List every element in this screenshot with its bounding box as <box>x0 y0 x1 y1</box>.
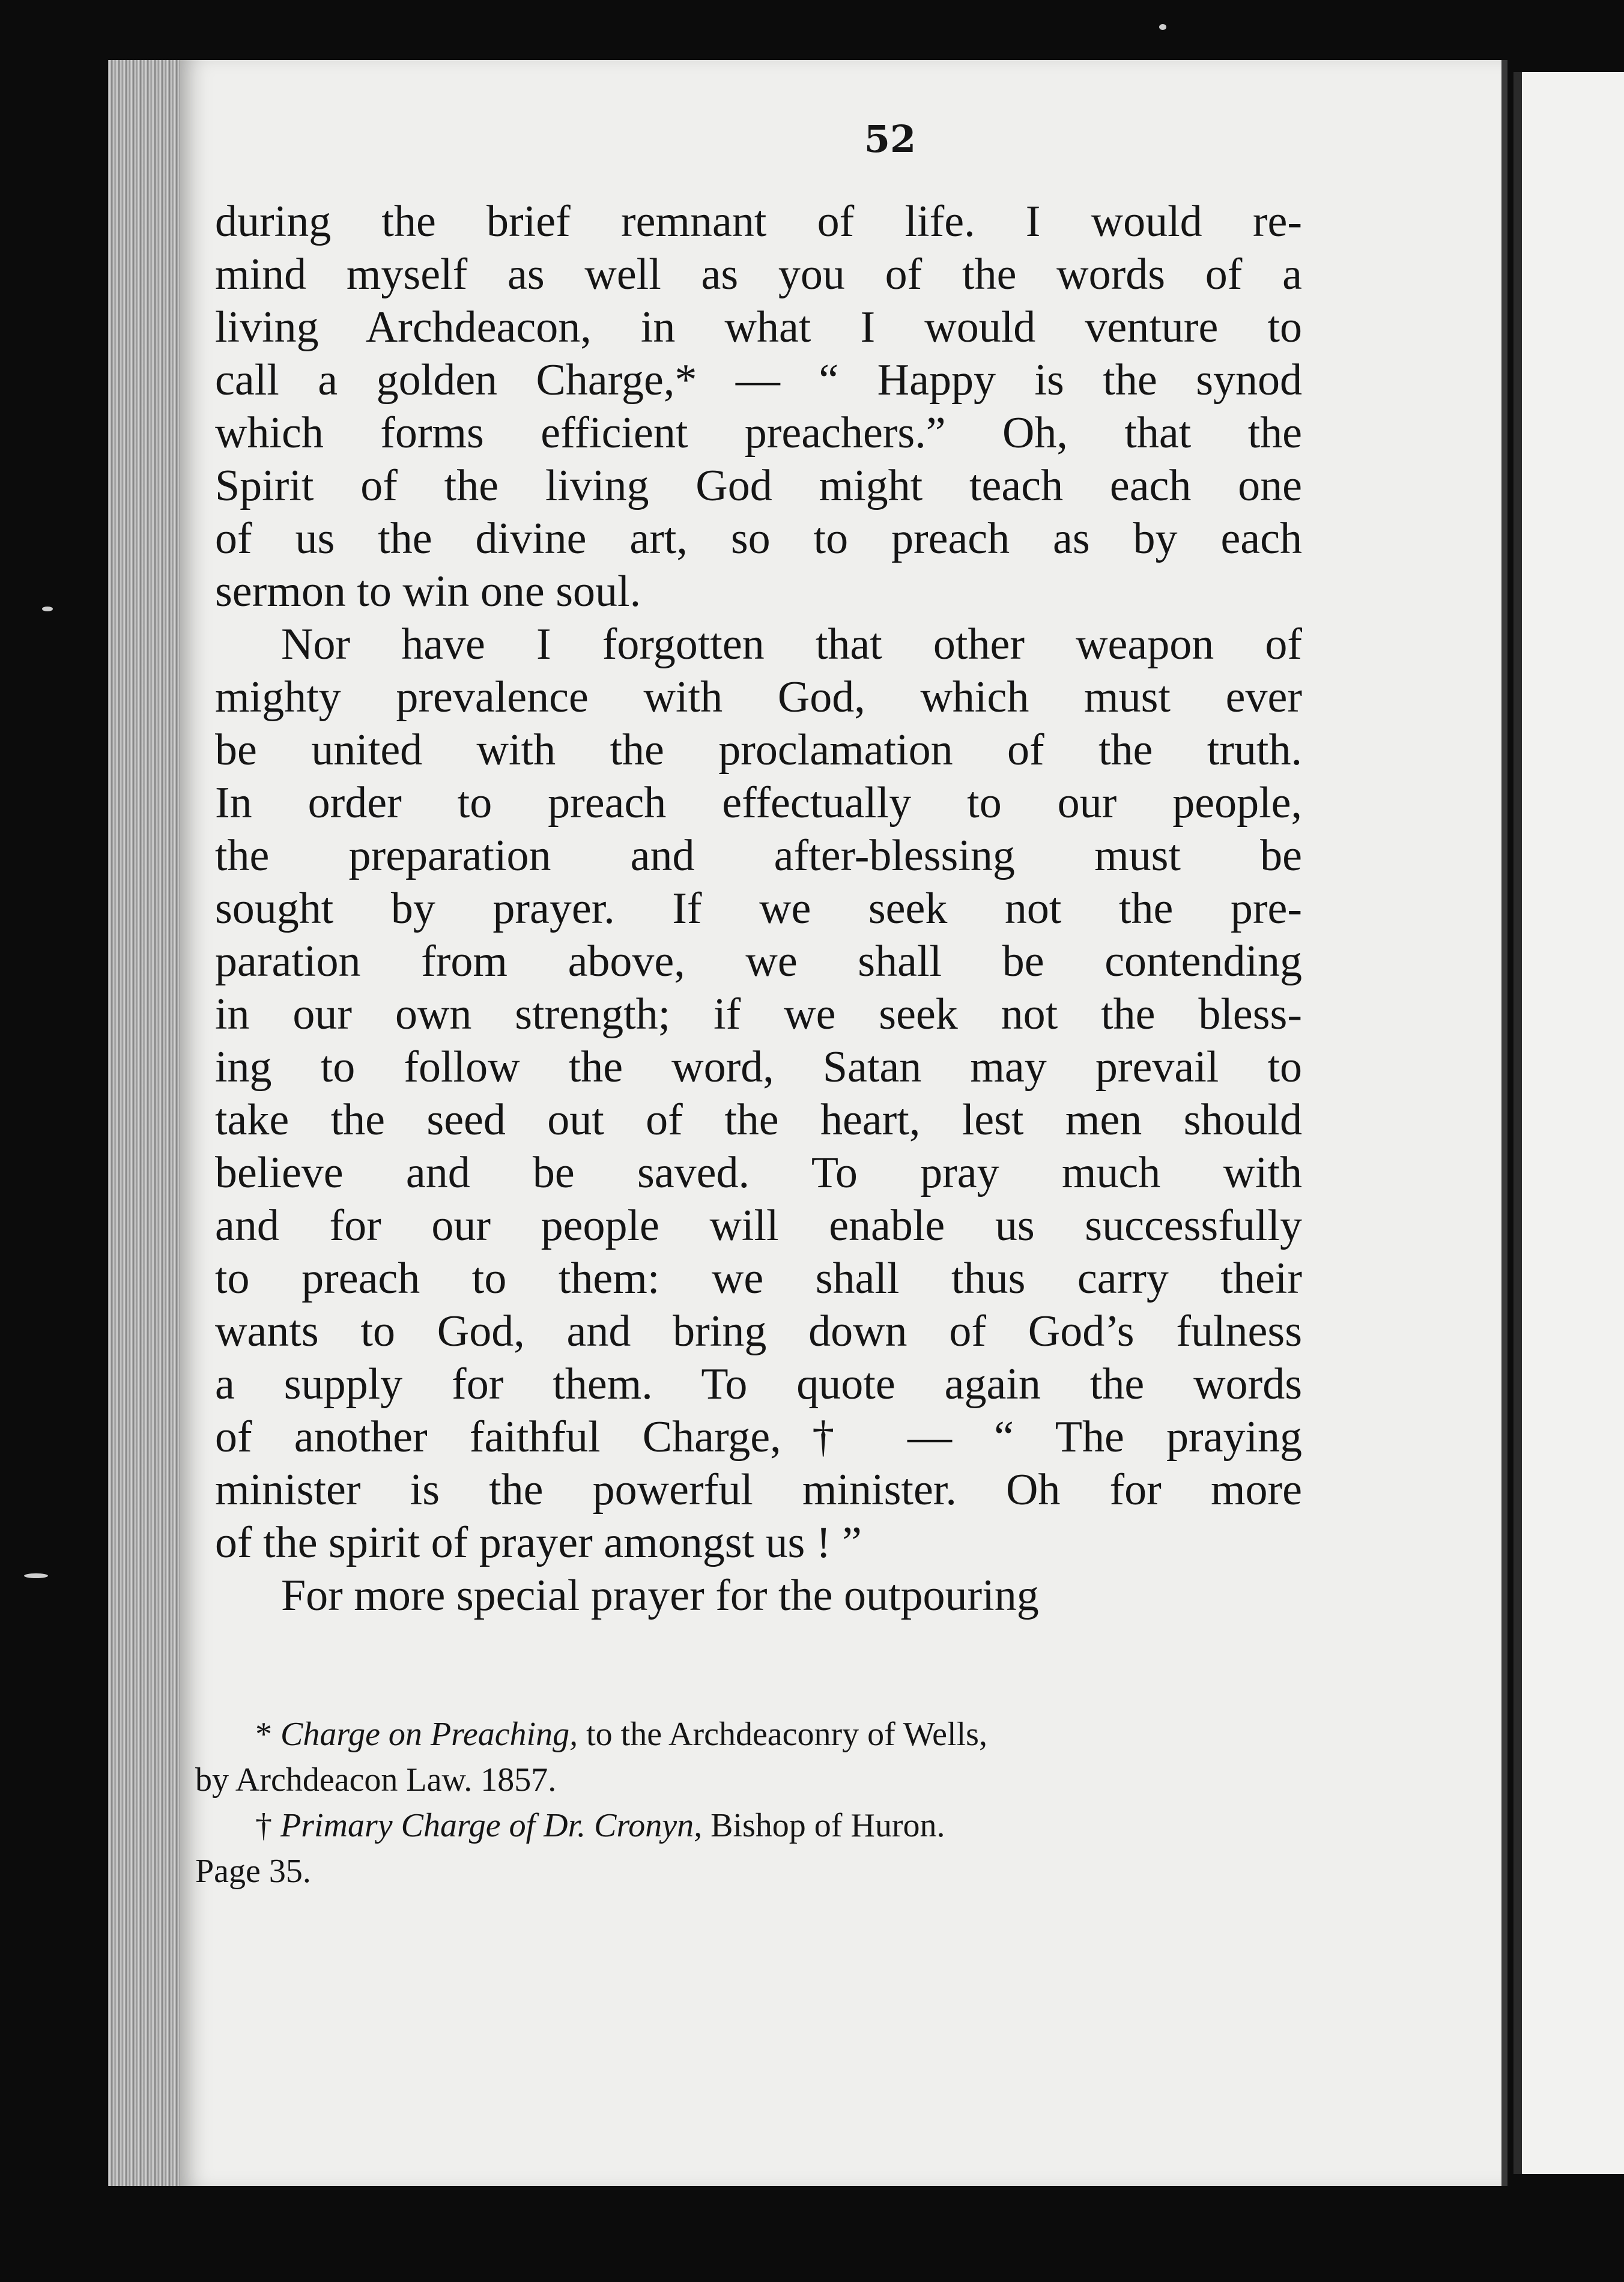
page-number: 52 <box>864 117 917 161</box>
paragraph-2 <box>215 618 1302 1569</box>
text-line: Nor have I forgotten that other weapon of <box>281 620 1302 669</box>
text-line: sermon to win one soul. <box>215 567 641 616</box>
text-line: take the seed out of the heart, lest men should <box>215 1095 1302 1145</box>
facing-page-edge <box>1513 72 1624 2174</box>
text-line: in our own strength; if we seek not the bless- <box>215 990 1302 1039</box>
text-line: during the brief remnant of life. I would re- <box>215 197 1302 246</box>
footnote-mark: * <box>255 1716 280 1753</box>
footnote-line: by Archdeacon Law. 1857. <box>195 1761 557 1799</box>
text-line: of us the divine art, so to preach as by each <box>215 514 1302 563</box>
text-line: sought by prayer. If we seek not the pre- <box>215 884 1302 933</box>
text-line: of the spirit of prayer amongst us ! ” <box>215 1518 862 1567</box>
text-line: mind myself as well as you of the words of a <box>215 250 1302 299</box>
scan-speck <box>42 607 53 611</box>
text-line: For more special prayer for the outpouring <box>281 1571 1039 1620</box>
footnote-line: Page 35. <box>195 1853 311 1890</box>
footnote-mark: † <box>255 1807 280 1844</box>
text-line: to preach to them: we shall thus carry their <box>215 1254 1302 1303</box>
text-line: paration from above, we shall be contending <box>215 937 1302 986</box>
footnote-1 <box>195 1712 1294 1803</box>
footnote-title: Primary Charge of Dr. Cronyn, <box>280 1807 703 1844</box>
text-line: call a golden Charge,* — “ Happy is the synod <box>215 356 1302 405</box>
text-line: minister is the powerful minister. Oh for more <box>215 1465 1302 1515</box>
footnote-line <box>195 1803 1294 1848</box>
footnote-line <box>195 1712 1294 1757</box>
footnote-title: Charge on Preaching, <box>280 1716 578 1753</box>
footnote-text: Bishop of Huron. <box>702 1807 945 1844</box>
text-line: and for our people will enable us successfully <box>215 1201 1302 1250</box>
body-text <box>215 195 1302 1622</box>
paragraph-1 <box>215 195 1302 618</box>
text-line: wants to God, and bring down of God’s fulness <box>215 1307 1302 1356</box>
footnote-2 <box>195 1803 1294 1894</box>
scan-speck <box>1159 24 1166 30</box>
text-line: be united with the proclamation of the truth. <box>215 725 1302 775</box>
footnote-text: to the Archdeaconry of Wells, <box>578 1716 987 1753</box>
text-line: living Archdeacon, in what I would venture to <box>215 303 1302 352</box>
text-line: the preparation and after-blessing must be <box>215 831 1302 880</box>
text-line: believe and be saved. To pray much with <box>215 1148 1302 1197</box>
text-line: of another faithful Charge,† — “ The praying <box>215 1412 1302 1462</box>
text-line: mighty prevalence with God, which must ever <box>215 673 1302 722</box>
text-line: ing to follow the word, Satan may prevail to <box>215 1043 1302 1092</box>
scan-speck <box>24 1573 48 1578</box>
text-line: In order to preach effectually to our people, <box>215 778 1302 828</box>
text-line: which forms efficient preachers.” Oh, that the <box>215 408 1302 458</box>
paragraph-3 <box>215 1569 1302 1622</box>
text-line: a supply for them. To quote again the words <box>215 1360 1302 1409</box>
footnotes <box>195 1712 1294 1894</box>
text-line: Spirit of the living God might teach each one <box>215 461 1302 510</box>
